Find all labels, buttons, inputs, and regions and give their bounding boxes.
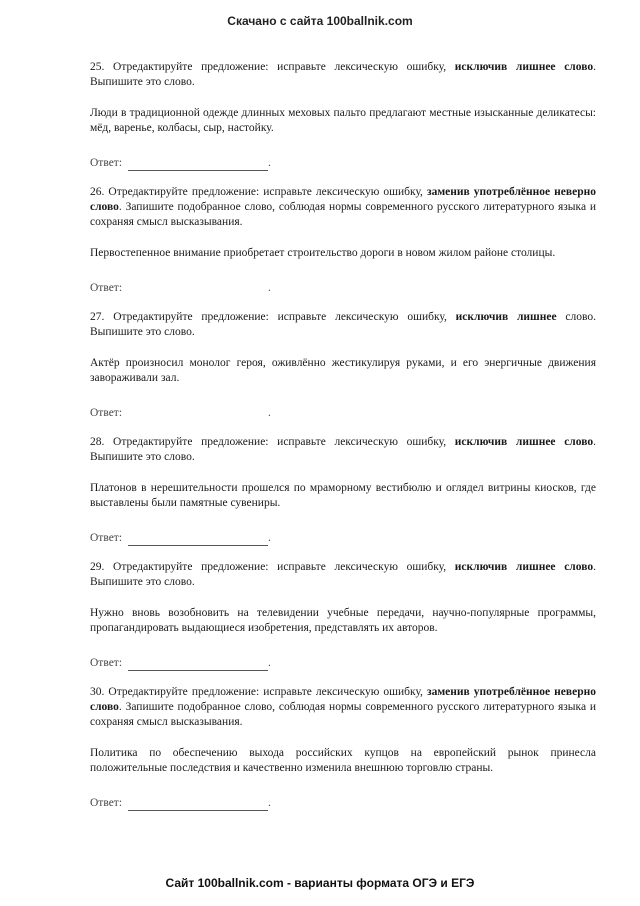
task-sentence: Нужно вновь возобновить на телевидении учебные передачи, научно-популярные программы, пропагандировать выдающиеся изобретения, представлять их авторов. [90,607,596,634]
answer-row [90,406,596,421]
instruction-emphasis: исключив лишнее слово [454,561,594,573]
instruction-emphasis: заменив употреблённое неверно слово [90,686,596,713]
answer-field[interactable] [128,659,268,671]
task-27 [90,310,596,421]
task-29 [90,560,596,671]
tasks-container [90,60,596,811]
instruction-emphasis: заменив употреблённое неверно слово [90,186,596,213]
answer-dot: . [268,797,271,809]
task-30 [90,685,596,811]
answer-dot: . [268,657,271,669]
answer-dot: . [268,282,271,294]
instruction-emphasis: исключив лишнее слово [454,436,594,448]
answer-label: Ответ: [90,532,123,544]
answer-row [90,531,596,546]
task-instruction: 28. Отредактируйте предложение: исправьте лексическую ошибку, исключив лишнее слово. Выпишите это слово. [90,436,596,463]
task-sentence: Первостепенное внимание приобретает строительство дороги в новом жилом районе столицы. [90,247,556,259]
instruction-emphasis: исключив лишнее слово [454,61,594,73]
answer-label: Ответ: [90,407,123,419]
answer-field[interactable] [128,410,268,421]
answer-row [90,281,596,296]
task-instruction: 27. Отредактируйте предложение: исправьте лексическую ошибку, исключив лишнее слово. Выпишите это слово. [90,311,596,338]
answer-dot: . [268,532,271,544]
task-sentence: Политика по обеспечению выхода российских купцов на европейский рынок принесла положительные последствия и качественно изменила внешнюю торговлю страны. [90,747,596,774]
instruction-emphasis: исключив лишнее [455,311,557,323]
answer-label: Ответ: [90,157,123,169]
page-header: Скачано с сайта 100ballnik.com [227,14,413,28]
task-28 [90,435,596,546]
task-25 [90,60,596,171]
task-26 [90,185,596,296]
task-sentence: Платонов в нерешительности прошелся по мраморному вестибюлю и оглядел витрины киосков, где выставлены были памятные сувениры. [90,482,596,509]
answer-field[interactable] [128,159,268,171]
answer-field[interactable] [128,799,268,811]
answer-label: Ответ: [90,797,123,809]
answer-dot: . [268,407,271,419]
answer-label: Ответ: [90,282,123,294]
answer-field[interactable] [128,285,268,296]
answer-row [90,156,596,171]
answer-row [90,656,596,671]
task-instruction: 26. Отредактируйте предложение: исправьте лексическую ошибку, заменив употреблённое неверно слово. Запишите подобранное слово, соблюдая нормы современного русского литературного языка и сохраняя смысл высказывания. [90,186,596,228]
task-instruction: 29. Отредактируйте предложение: исправьте лексическую ошибку, исключив лишнее слово. Выпишите это слово. [90,561,596,588]
task-sentence: Актёр произносил монолог героя, оживлённо жестикулируя руками, и его энергичные движения завораживали зал. [90,357,596,384]
answer-dot: . [268,157,271,169]
task-sentence: Люди в традиционной одежде длинных меховых пальто предлагают местные изысканные деликатесы: мёд, варенье, колбасы, сыр, настойку. [90,107,596,134]
answer-row [90,796,596,811]
task-instruction: 30. Отредактируйте предложение: исправьте лексическую ошибку, заменив употреблённое неверно слово. Запишите подобранное слово, соблюдая нормы современного русского литературного языка и сохраняя смысл высказывания. [90,686,596,728]
answer-field[interactable] [128,534,268,546]
task-instruction: 25. Отредактируйте предложение: исправьте лексическую ошибку, исключив лишнее слово. Выпишите это слово. [90,61,596,88]
answer-label: Ответ: [90,657,123,669]
page-footer: Сайт 100ballnik.com - варианты формата ОГЭ и ЕГЭ [165,876,475,890]
